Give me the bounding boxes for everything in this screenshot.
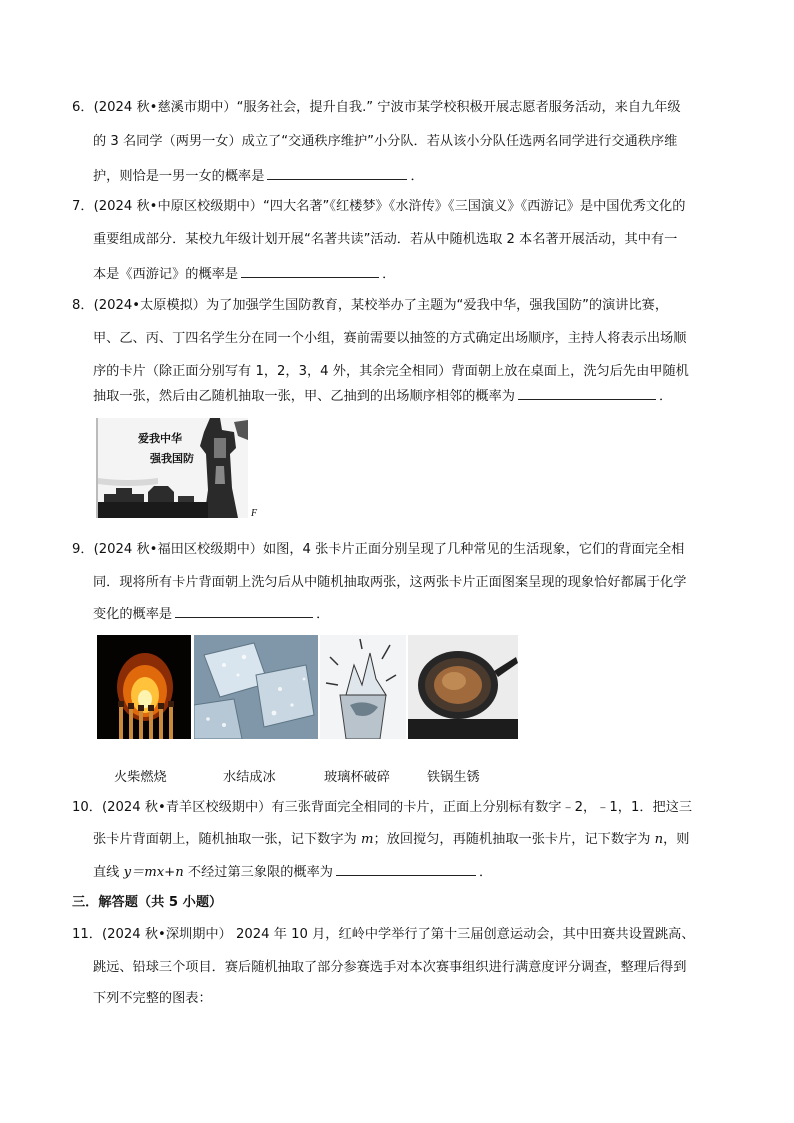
- poster-art: [98, 418, 248, 518]
- q11-line-1: 11．(2024 秋•深圳期中） 2024 年 10 月，红岭中学举行了第十三届创意运动会，其中田赛共设置跳高、: [72, 927, 695, 942]
- q10-text-c: ，则: [663, 832, 690, 847]
- q9-period: ．: [316, 607, 330, 622]
- q7-answer-blank[interactable]: [241, 264, 379, 278]
- q9-line-2: 同．现将所有卡片背面朝上洗匀后从中随机抽取两张，这两张卡片正面图案呈现的现象恰好都属于化学: [93, 575, 687, 590]
- q10-text-a: 张卡片背面朝上，随机抽取一张，记下数字为: [93, 832, 361, 847]
- broken-glass-art: [320, 635, 406, 739]
- caption-wok-rusting: 铁锅生锈: [427, 770, 480, 785]
- q9-answer-blank[interactable]: [175, 604, 313, 618]
- q10-text-d: 直线: [93, 865, 124, 880]
- q10-expression: y＝mx+n: [123, 865, 184, 880]
- q6-text: 护，则恰是一男一女的概率是: [93, 169, 265, 184]
- q11-line-3: 下列不完整的图表：: [93, 991, 212, 1006]
- q7-line-1: 7．(2024 秋•中原区校级期中）“四大名著”《红楼梦》《水浒传》《三国演义》《西游记》是中国优秀文化的: [72, 199, 686, 214]
- q8-line-2: 甲、乙、丙、丁四名学生分在同一个小组，赛前需要以抽签的方式确定出场顺序，主持人将表示出场顺: [93, 331, 687, 346]
- poster-text-1: 爱我中华: [138, 432, 182, 445]
- q6-line-2: 的 3 名同学（两男一女）成立了“交通秩序维护”小分队．若从该小分队任选两名同学进行交通秩序维: [93, 134, 678, 149]
- q7-text: 本是《西游记》的概率是: [93, 267, 239, 282]
- ice-cubes-image: [194, 635, 318, 739]
- burning-matches-image: [97, 635, 191, 739]
- q10-answer-blank[interactable]: [336, 862, 476, 876]
- q6-period: ．: [410, 169, 424, 184]
- q8-text: 抽取一张，然后由乙随机抽取一张，甲、乙抽到的出场顺序相邻的概率为: [93, 389, 515, 404]
- poster-mark: F: [251, 508, 258, 519]
- q8-line-1: 8．(2024•太原模拟）为了加强学生国防教育，某校举办了主题为“爱我中华，强我国防”的演讲比赛，: [72, 298, 669, 313]
- q7-line-3: [93, 264, 395, 284]
- q9-line-3: [93, 604, 329, 624]
- q10-line-1: 10．(2024 秋•青羊区校级期中）有三张背面完全相同的卡片，正面上分别标有数字﹣2，﹣1，1．把这三: [72, 800, 693, 815]
- q10-var-n: n: [654, 832, 664, 847]
- q8-line-3: 序的卡片（除正面分别写有 1，2，3，4 外，其余完全相同）背面朝上放在桌面上，洗匀后先由甲随机: [93, 364, 689, 379]
- q9-line-1: 9．(2024 秋•福田区校级期中）如图，4 张卡片正面分别呈现了几种常见的生活现象，它们的背面完全相: [72, 542, 685, 557]
- broken-glass-image: [320, 635, 406, 739]
- q8-period: ．: [659, 389, 673, 404]
- q11-line-2: 跳远、铅球三个项目．赛后随机抽取了部分参赛选手对本次赛事组织进行满意度评分调查，整理后得到: [93, 960, 687, 975]
- q10-period: ．: [478, 865, 493, 880]
- q6-answer-blank[interactable]: [267, 166, 407, 180]
- patriotic-poster-image: [96, 418, 248, 518]
- q10-line-2: [93, 831, 689, 849]
- poster-text-2: 强我国防: [150, 452, 194, 465]
- q7-line-2: 重要组成部分．某校九年级计划开展“名著共读”活动．若从中随机选取 2 本名著开展活动，其中有一: [93, 232, 678, 247]
- q6-line-1: 6．(2024 秋•慈溪市期中）“服务社会，提升自我.” 宁波市某学校积极开展志愿者服务活动，来自九年级: [72, 100, 681, 115]
- q10-var-m: m: [360, 832, 374, 847]
- caption-burning-matches: 火柴燃烧: [114, 770, 167, 785]
- q10-line-3: [93, 862, 492, 882]
- rusty-wok-image: [408, 635, 518, 739]
- burning-matches-art: [97, 635, 191, 739]
- q9-text: 变化的概率是: [93, 607, 173, 622]
- rusty-wok-art: [408, 635, 518, 739]
- q6-line-3: [93, 166, 424, 186]
- caption-glass-breaking: 玻璃杯破碎: [324, 770, 390, 785]
- q8-answer-blank[interactable]: [518, 386, 656, 400]
- caption-water-freezing: 水结成冰: [223, 770, 276, 785]
- section-3-heading: 三．解答题（共 5 小题）: [72, 895, 223, 910]
- q8-line-4: [93, 386, 672, 406]
- q10-text-b: ；放回搅匀，再随机抽取一张卡片，记下数字为: [373, 832, 655, 847]
- ice-cubes-art: [194, 635, 318, 739]
- q7-period: ．: [382, 267, 396, 282]
- q10-text-e: 不经过第三象限的概率为: [183, 865, 333, 880]
